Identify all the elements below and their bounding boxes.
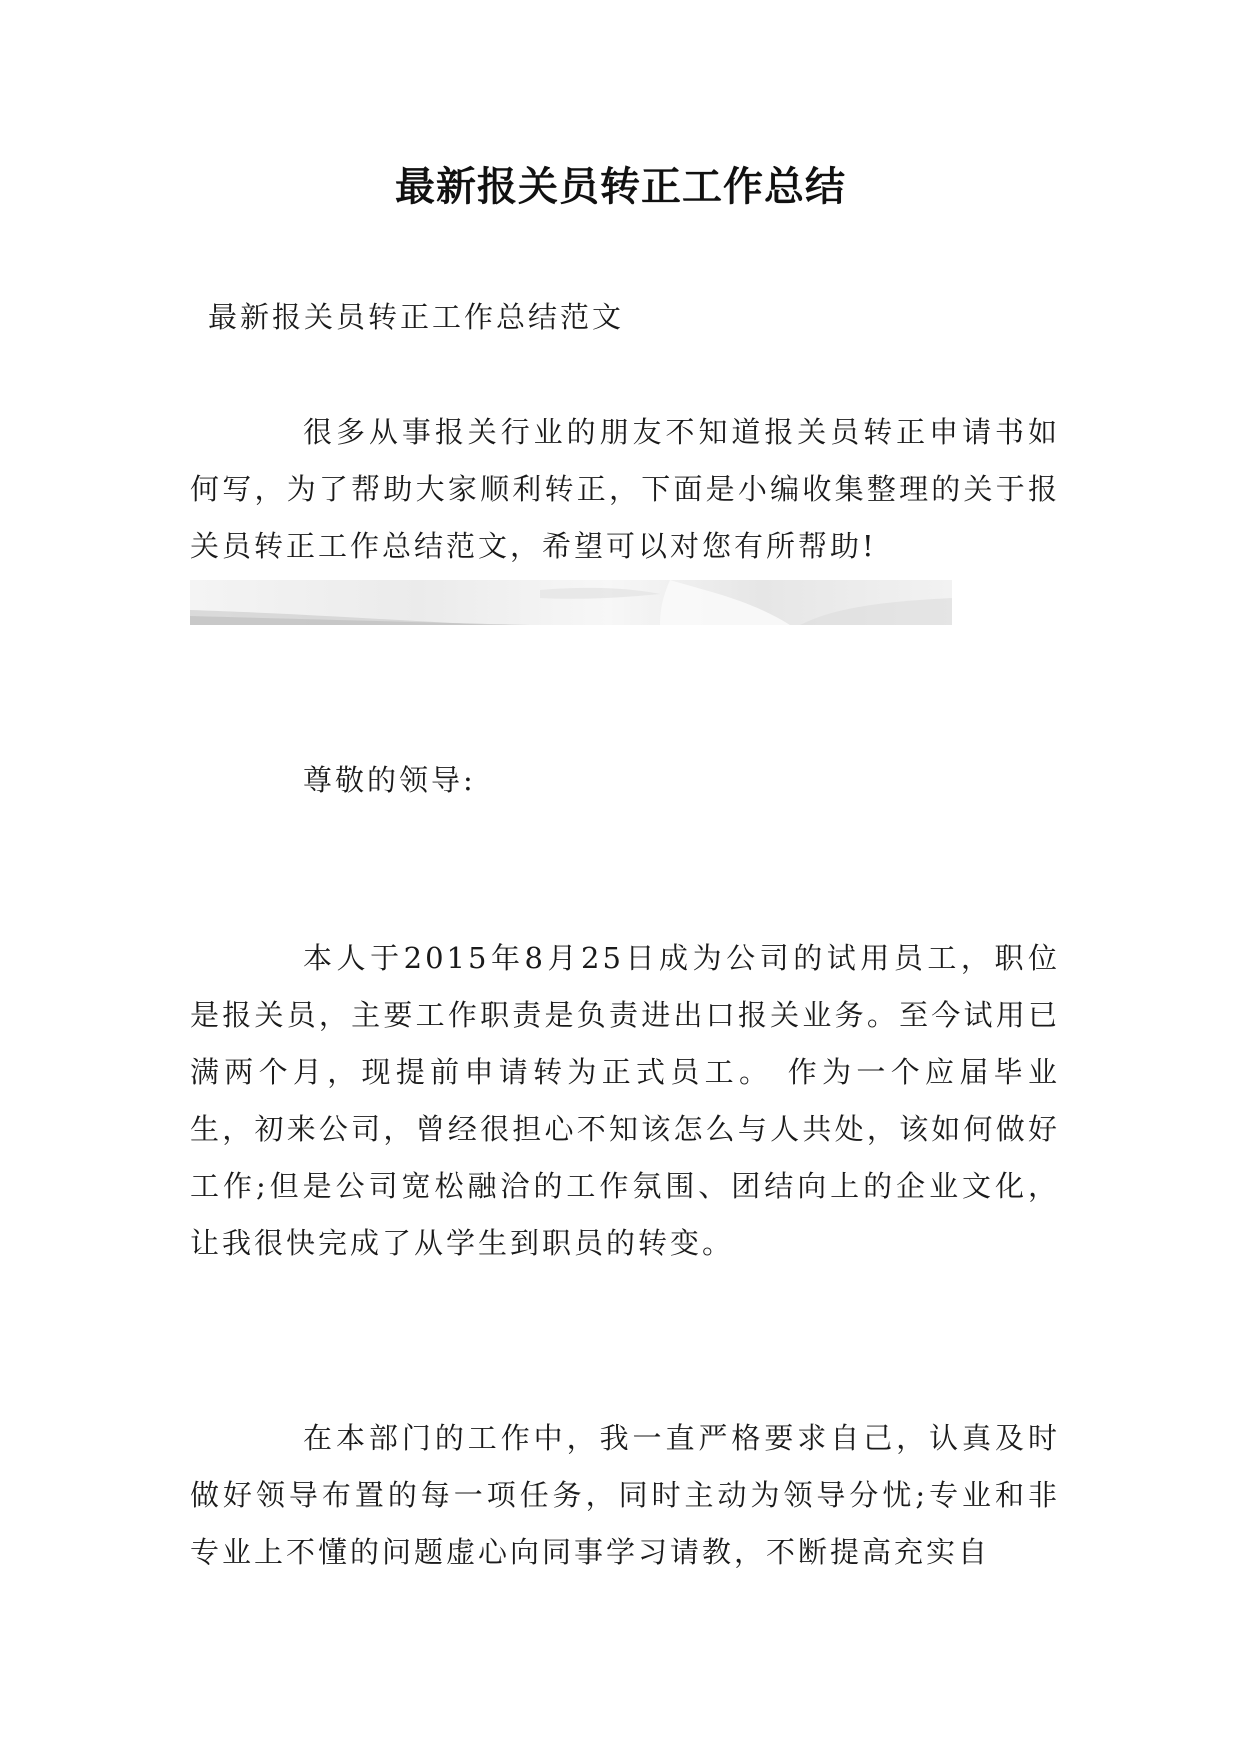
document-subtitle: 最新报关员转正工作总结范文 — [208, 300, 625, 334]
body-paragraph-1: 本人于2015年8月25日成为公司的试用员工，职位是报关员，主要工作职责是负责进出口报关业务。至今试用已满两个月，现提前申请转为正式员工。 作为一个应届毕业生，初来公司，曾经很担心不知该怎么与人共处，该如何做好工作;但是公司宽松融洽的工作氛围、团结向上的企业文化，让我很快完成了从学生到职员的转变。 — [190, 941, 1060, 1260]
body-paragraph-2: 在本部门的工作中，我一直严格要求自己，认真及时做好领导布置的每一项任务，同时主动为领导分忧;专业和非专业上不懂的问题虚心向同事学习请教，不断提高充实自 — [190, 1421, 1060, 1569]
salutation: 尊敬的领导: — [303, 763, 476, 797]
document-title: 最新报关员转正工作总结 — [395, 164, 846, 210]
intro-paragraph: 很多从事报关行业的朋友不知道报关员转正申请书如何写，为了帮助大家顺利转正，下面是小编收集整理的关于报关员转正工作总结范文，希望可以对您有所帮助! — [190, 415, 1060, 563]
banner-image — [190, 580, 952, 625]
banner-image-graphic — [190, 580, 952, 625]
